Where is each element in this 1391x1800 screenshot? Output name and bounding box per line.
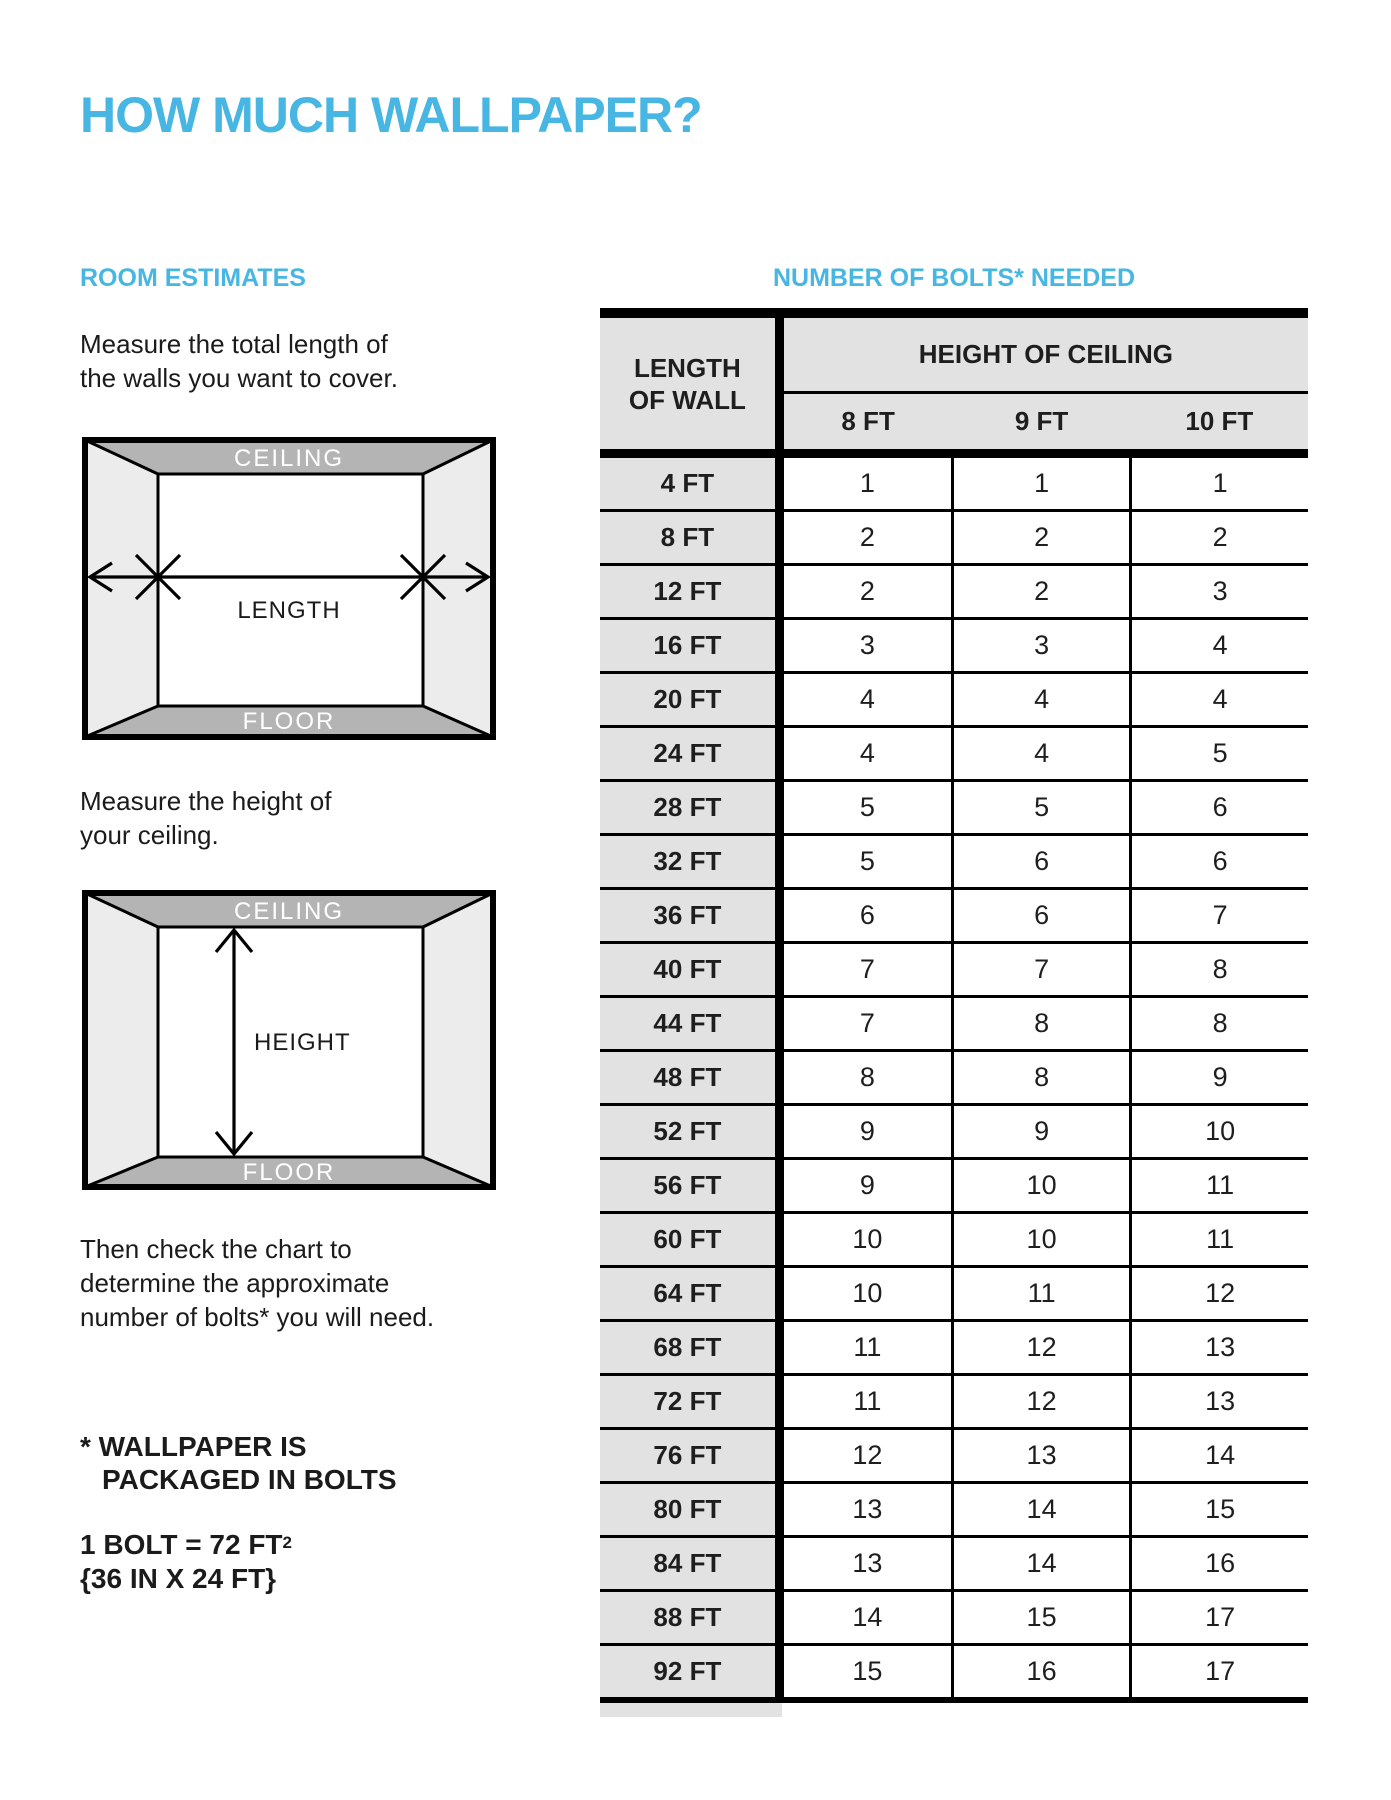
bolts-table-body — [600, 454, 1308, 1701]
table-row — [600, 1645, 1308, 1701]
table-row — [600, 1267, 1308, 1321]
bolts-10ft-value: 4 — [1131, 619, 1308, 673]
wall-length-label: 36 FT — [600, 889, 779, 943]
wall-length-label: 20 FT — [600, 673, 779, 727]
bolts-10ft-value: 9 — [1131, 1051, 1308, 1105]
bolts-8ft-value: 13 — [779, 1483, 952, 1537]
bolts-8ft-value: 14 — [779, 1591, 952, 1645]
wall-length-label: 40 FT — [600, 943, 779, 997]
wall-length-label: 12 FT — [600, 565, 779, 619]
bolts-8ft-value: 12 — [779, 1429, 952, 1483]
instruction-line: Measure the height of — [80, 786, 332, 816]
col-header-8ft: 8 FT — [779, 393, 952, 454]
wall-length-label: 64 FT — [600, 1267, 779, 1321]
bolts-table — [600, 308, 1308, 1703]
length-of-wall-header — [600, 313, 779, 454]
bolts-10ft-value: 15 — [1131, 1483, 1308, 1537]
bolts-needed-heading: NUMBER OF BOLTS* NEEDED — [772, 264, 1136, 292]
table-row — [600, 1375, 1308, 1429]
instruction-measure-height — [80, 784, 332, 852]
footnote-line: PACKAGED IN BOLTS — [102, 1464, 397, 1495]
wall-length-label: 8 FT — [600, 511, 779, 565]
wall-length-label: 60 FT — [600, 1213, 779, 1267]
bolts-9ft-value: 3 — [952, 619, 1130, 673]
footnote-line: * WALLPAPER IS — [80, 1431, 307, 1462]
bolts-8ft-value: 1 — [779, 454, 952, 511]
wall-length-label: 52 FT — [600, 1105, 779, 1159]
bolts-9ft-value: 15 — [952, 1591, 1130, 1645]
bolts-8ft-value: 2 — [779, 565, 952, 619]
table-row — [600, 889, 1308, 943]
wall-length-label: 68 FT — [600, 1321, 779, 1375]
table-row — [600, 1537, 1308, 1591]
table-row — [600, 835, 1308, 889]
bolts-10ft-value: 8 — [1131, 943, 1308, 997]
table-row — [600, 1159, 1308, 1213]
length-label: LENGTH — [237, 597, 341, 624]
table-row — [600, 1591, 1308, 1645]
table-row — [600, 1213, 1308, 1267]
header-line: OF WALL — [628, 384, 746, 415]
bolts-10ft-value: 17 — [1131, 1645, 1308, 1701]
page-title: HOW MUCH WALLPAPER? — [80, 87, 702, 143]
bolts-9ft-value: 14 — [952, 1483, 1130, 1537]
bolt-definition — [80, 1526, 292, 1596]
instruction-line: the walls you want to cover. — [80, 363, 398, 393]
bolts-9ft-value: 14 — [952, 1537, 1130, 1591]
table-row — [600, 1483, 1308, 1537]
bolts-10ft-value: 13 — [1131, 1375, 1308, 1429]
wall-length-label: 28 FT — [600, 781, 779, 835]
wall-length-label: 84 FT — [600, 1537, 779, 1591]
table-row — [600, 619, 1308, 673]
ceiling-label: CEILING — [233, 445, 345, 472]
bolts-8ft-value: 5 — [779, 781, 952, 835]
bolts-9ft-value: 2 — [952, 511, 1130, 565]
wall-length-label: 80 FT — [600, 1483, 779, 1537]
bolts-9ft-value: 8 — [952, 1051, 1130, 1105]
bolts-8ft-value: 13 — [779, 1537, 952, 1591]
bolts-9ft-value: 9 — [952, 1105, 1130, 1159]
bolts-8ft-value: 10 — [779, 1267, 952, 1321]
bolts-10ft-value: 5 — [1131, 727, 1308, 781]
right-wall — [423, 893, 493, 1187]
instruction-check-chart — [80, 1232, 434, 1334]
instruction-line: Then check the chart to — [80, 1234, 352, 1264]
bolts-10ft-value: 17 — [1131, 1591, 1308, 1645]
bolts-10ft-value: 12 — [1131, 1267, 1308, 1321]
height-of-ceiling-header: HEIGHT OF CEILING — [779, 313, 1308, 393]
bolts-9ft-value: 6 — [952, 889, 1130, 943]
table-row — [600, 1321, 1308, 1375]
wall-length-label: 76 FT — [600, 1429, 779, 1483]
instruction-line: determine the approximate — [80, 1268, 390, 1298]
table-row — [600, 1051, 1308, 1105]
wall-length-label: 56 FT — [600, 1159, 779, 1213]
bolts-8ft-value: 6 — [779, 889, 952, 943]
bolts-10ft-value: 11 — [1131, 1213, 1308, 1267]
instruction-measure-length — [80, 327, 398, 395]
bolts-10ft-value: 16 — [1131, 1537, 1308, 1591]
bolts-8ft-value: 11 — [779, 1321, 952, 1375]
bolts-9ft-value: 16 — [952, 1645, 1130, 1701]
wall-length-label: 48 FT — [600, 1051, 779, 1105]
bolts-8ft-value: 3 — [779, 619, 952, 673]
room-length-diagram — [82, 437, 496, 740]
bolts-9ft-value: 12 — [952, 1321, 1130, 1375]
bolts-8ft-value: 4 — [779, 727, 952, 781]
instruction-line: number of bolts* you will need. — [80, 1302, 435, 1332]
table-footer-strip — [600, 1703, 782, 1717]
bolts-8ft-value: 9 — [779, 1105, 952, 1159]
back-wall — [158, 474, 423, 706]
bolts-8ft-value: 2 — [779, 511, 952, 565]
wall-length-label: 16 FT — [600, 619, 779, 673]
bolts-9ft-value: 12 — [952, 1375, 1130, 1429]
bolts-10ft-value: 6 — [1131, 781, 1308, 835]
bolts-9ft-value: 6 — [952, 835, 1130, 889]
bolts-8ft-value: 7 — [779, 943, 952, 997]
room-height-diagram — [82, 890, 496, 1190]
bolts-table-header — [600, 313, 1308, 454]
bolts-9ft-value: 1 — [952, 454, 1130, 511]
table-row — [600, 727, 1308, 781]
bolts-10ft-value: 3 — [1131, 565, 1308, 619]
footnote-wallpaper-bolts — [80, 1430, 397, 1496]
col-header-9ft: 9 FT — [952, 393, 1130, 454]
bolts-9ft-value: 13 — [952, 1429, 1130, 1483]
table-row — [600, 1105, 1308, 1159]
bolts-9ft-value: 8 — [952, 997, 1130, 1051]
bolts-9ft-value: 10 — [952, 1213, 1130, 1267]
table-row — [600, 943, 1308, 997]
bolts-8ft-value: 10 — [779, 1213, 952, 1267]
bolts-9ft-value: 11 — [952, 1267, 1130, 1321]
height-label: HEIGHT — [254, 1029, 351, 1056]
header-line: LENGTH — [633, 352, 741, 383]
wall-length-label: 88 FT — [600, 1591, 779, 1645]
bolts-8ft-value: 15 — [779, 1645, 952, 1701]
bolts-8ft-value: 7 — [779, 997, 952, 1051]
bolts-8ft-value: 11 — [779, 1375, 952, 1429]
bolts-10ft-value: 1 — [1131, 454, 1308, 511]
bolts-table-area — [600, 308, 1308, 1717]
bolts-9ft-value: 5 — [952, 781, 1130, 835]
bolts-10ft-value: 11 — [1131, 1159, 1308, 1213]
left-wall — [85, 893, 158, 1187]
bolts-10ft-value: 6 — [1131, 835, 1308, 889]
floor-label: FLOOR — [242, 1159, 336, 1186]
bolts-10ft-value: 8 — [1131, 997, 1308, 1051]
bolts-8ft-value: 9 — [779, 1159, 952, 1213]
wall-length-label: 24 FT — [600, 727, 779, 781]
bolts-10ft-value: 13 — [1131, 1321, 1308, 1375]
bolts-10ft-value: 2 — [1131, 511, 1308, 565]
bolt-dimensions: {36 IN X 24 FT} — [80, 1563, 277, 1594]
wall-length-label: 44 FT — [600, 997, 779, 1051]
table-row — [600, 1429, 1308, 1483]
ceiling-label: CEILING — [233, 898, 345, 925]
table-row — [600, 781, 1308, 835]
floor-label: FLOOR — [242, 708, 336, 735]
table-row — [600, 565, 1308, 619]
bolts-8ft-value: 4 — [779, 673, 952, 727]
bolts-10ft-value: 10 — [1131, 1105, 1308, 1159]
bolts-10ft-value: 14 — [1131, 1429, 1308, 1483]
bolts-10ft-value: 4 — [1131, 673, 1308, 727]
wall-length-label: 4 FT — [600, 454, 779, 511]
bolts-9ft-value: 7 — [952, 943, 1130, 997]
bolts-10ft-value: 7 — [1131, 889, 1308, 943]
table-row — [600, 454, 1308, 511]
bolts-9ft-value: 4 — [952, 673, 1130, 727]
room-estimates-heading: ROOM ESTIMATES — [80, 264, 306, 292]
bolts-9ft-value: 4 — [952, 727, 1130, 781]
bolt-superscript: 2 — [282, 1533, 292, 1552]
bolt-equation: 1 BOLT = 72 FT — [80, 1529, 283, 1560]
wall-length-label: 32 FT — [600, 835, 779, 889]
instruction-line: your ceiling. — [80, 820, 219, 850]
wall-length-label: 92 FT — [600, 1645, 779, 1701]
table-row — [600, 673, 1308, 727]
bolts-8ft-value: 5 — [779, 835, 952, 889]
table-row — [600, 511, 1308, 565]
bolts-8ft-value: 8 — [779, 1051, 952, 1105]
bolts-9ft-value: 10 — [952, 1159, 1130, 1213]
bolts-9ft-value: 2 — [952, 565, 1130, 619]
table-row — [600, 997, 1308, 1051]
col-header-10ft: 10 FT — [1131, 393, 1308, 454]
wall-length-label: 72 FT — [600, 1375, 779, 1429]
instruction-line: Measure the total length of — [80, 329, 388, 359]
